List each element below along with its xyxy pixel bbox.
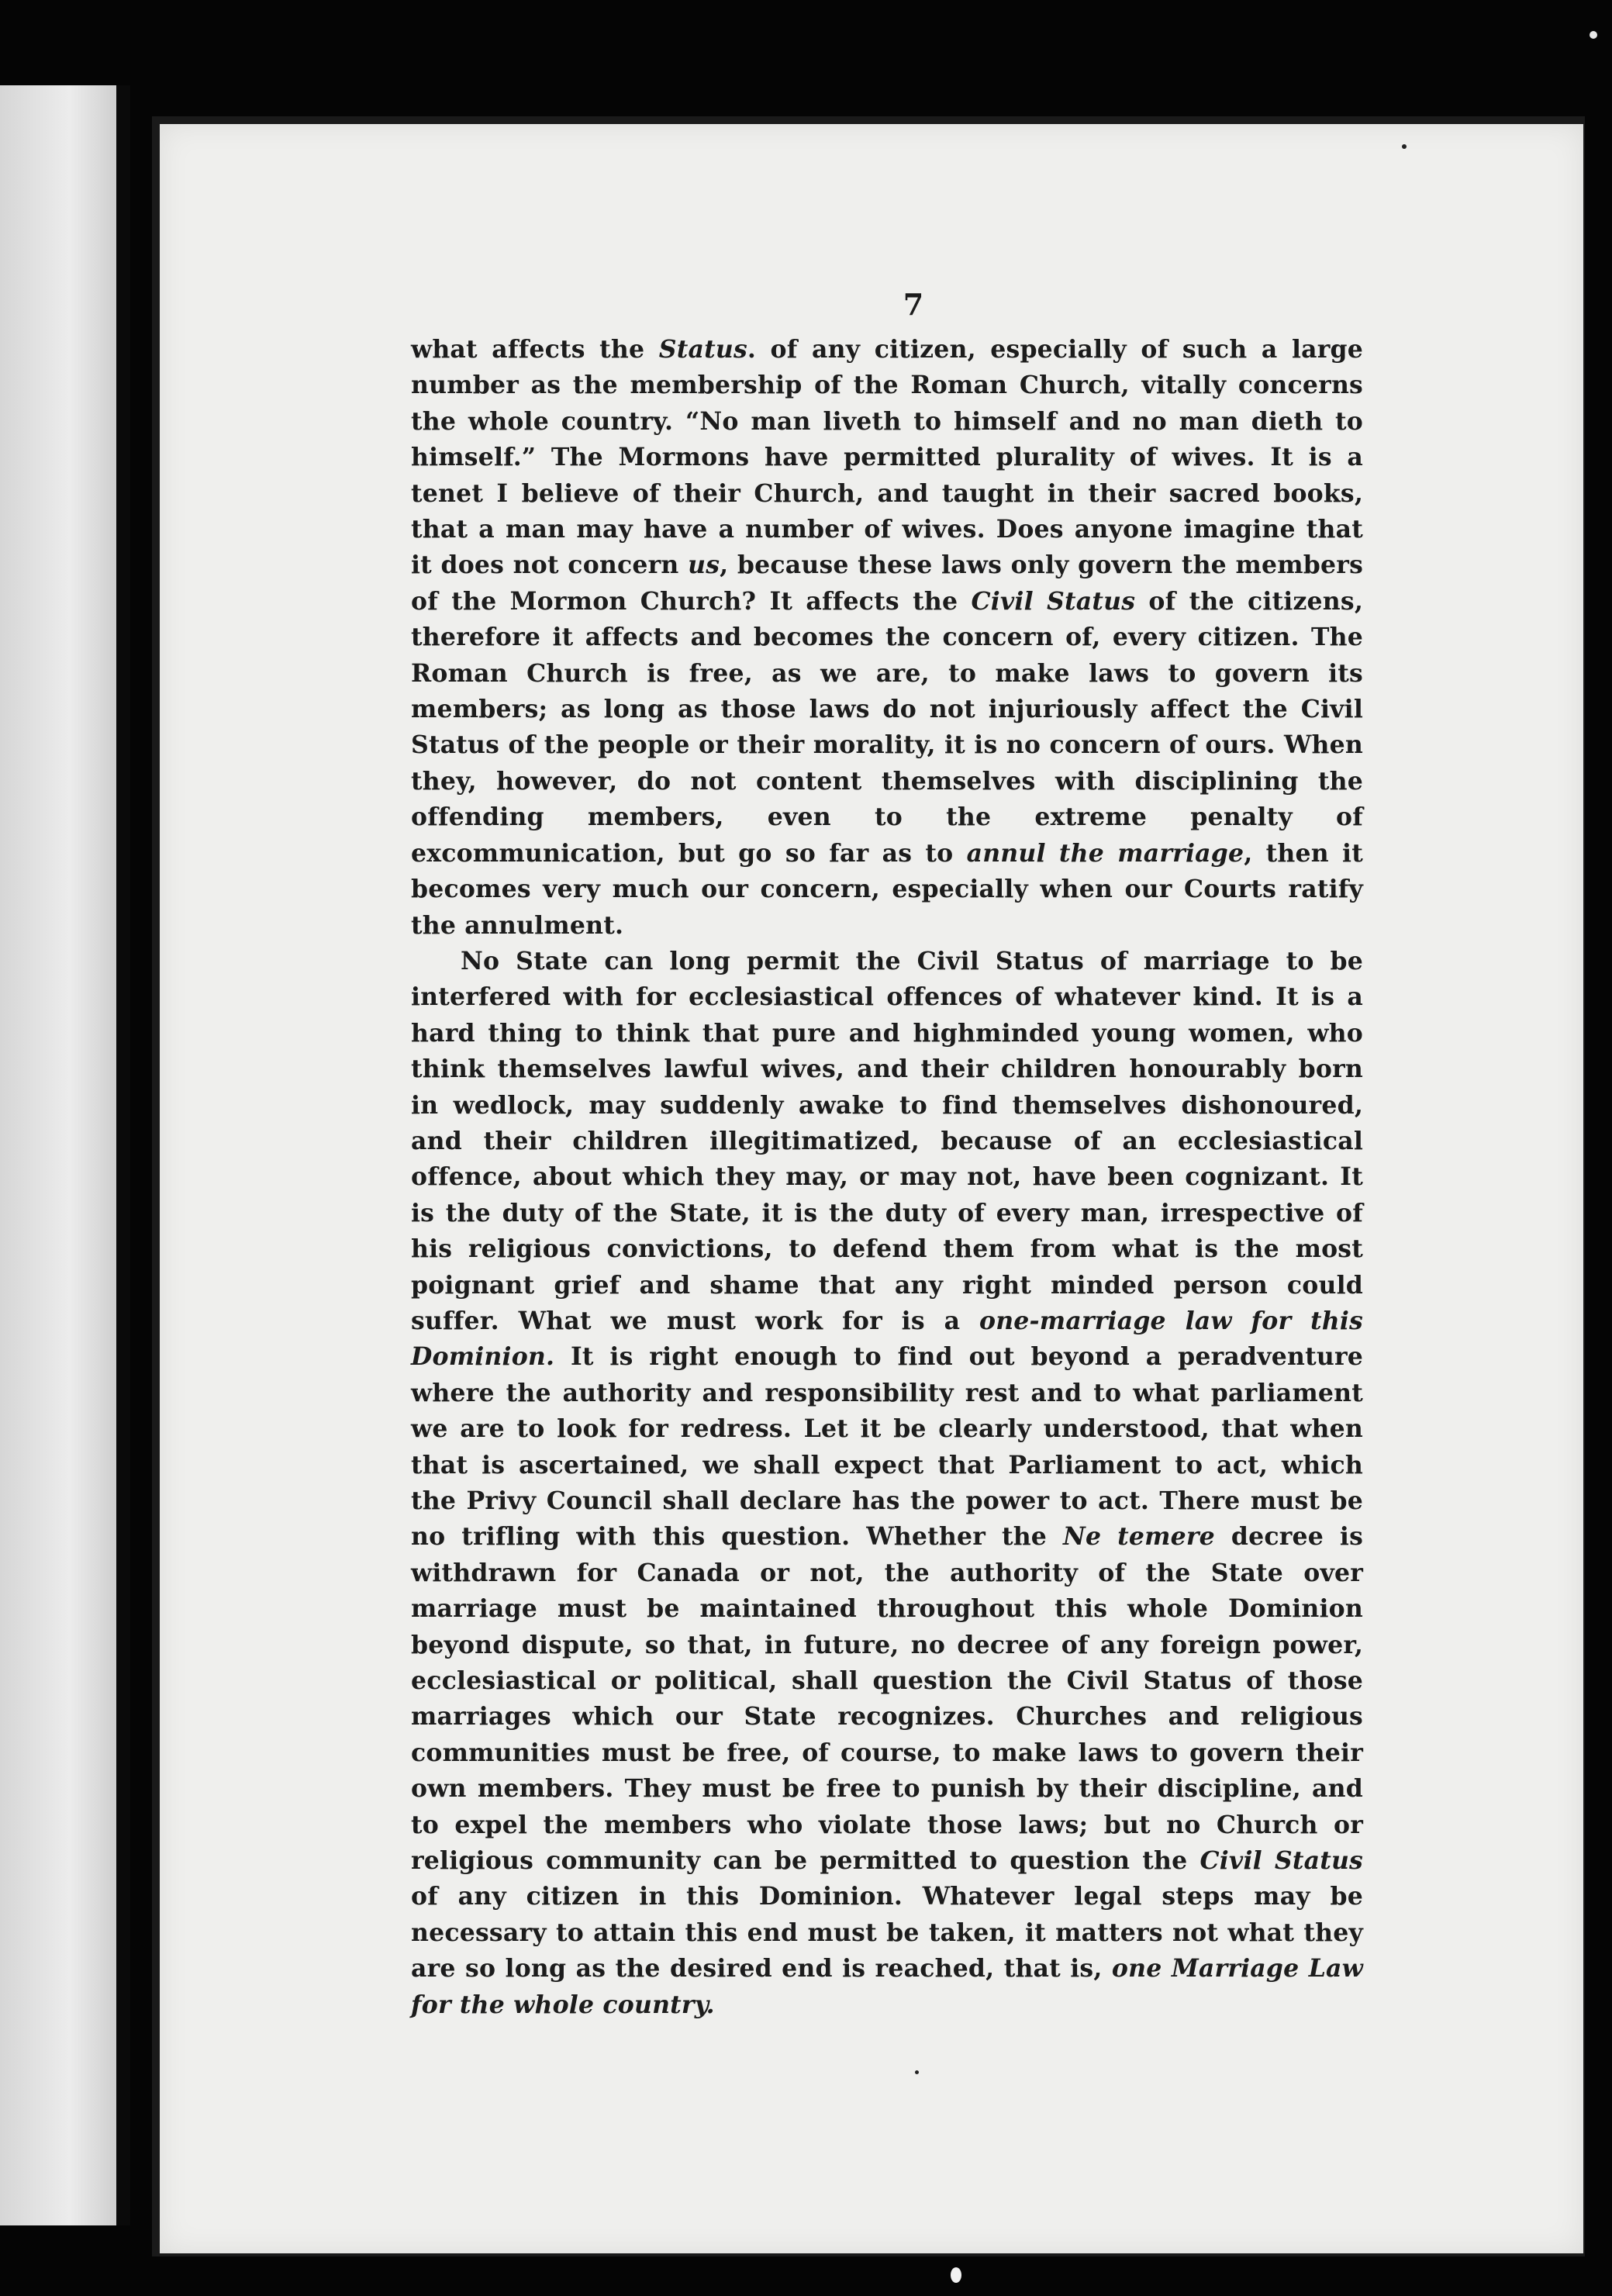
italic-text: Ne temere bbox=[1062, 1522, 1215, 1552]
italic-text: one Marriage Law for the whole country. bbox=[411, 1954, 1363, 2019]
text-run: , then it becomes very much our concern, especially when our Courts ratify the annulment. bbox=[411, 838, 1363, 940]
paragraph bbox=[411, 332, 1363, 944]
dust-speck bbox=[915, 2070, 919, 2074]
dust-speck bbox=[1590, 31, 1597, 39]
italic-text: us bbox=[688, 551, 720, 580]
body-text bbox=[411, 332, 1363, 2023]
italic-text: one-marriage law for this Dominion. bbox=[411, 1306, 1363, 1372]
text-run: of any citizen in this Dominion. Whatever legal steps may be necessary to attain this end must be taken, it matters not what they are so long as the desired end is reached, that is, bbox=[411, 1882, 1363, 1984]
previous-page-edge bbox=[0, 85, 116, 2225]
text-run: of the citizens, therefore it affects and becomes the concern of, every citizen. The Roman Church is free, as we are, to make laws to govern its members; as long as those laws do not injuriously affect the Civil Status of the people or their morality, it is no concern of ours. When they, however, do not content themselves with disciplining the offending members, even to the extreme penalty of excommunication, but go so far as to bbox=[411, 586, 1363, 868]
text-run: , because these laws only govern the members of the Mormon Church? It affects the bbox=[411, 551, 1363, 616]
text-run: what affects the bbox=[411, 335, 659, 364]
italic-text: Civil Status bbox=[971, 586, 1136, 616]
italic-text: Status bbox=[658, 335, 747, 364]
text-run: No State can long permit the Civil Status of marriage to be interfered with for ecclesiastical offences of whatever kind. It is a hard thing to think that pure and highminded young women, who think themselves lawful wives, and their children honourably born in wedlock, may suddenly awake to find themselves dishonoured, and their children illegitimatized, because of an ecclesiastical offence, about which they may, or may not, have been cognizant. It is the duty of the State, it is the duty of every man, irrespective of his religious convictions, to defend them from what is the most poignant grief and shame that any right minded person could suffer. What we must work for is a bbox=[411, 946, 1363, 1335]
dust-speck bbox=[951, 2267, 961, 2283]
page-number: 7 bbox=[903, 287, 924, 322]
text-run: decree is withdrawn for Canada or not, the authority of the State over marriage must be maintained throughout this whole Dominion beyond dispute, so that, in future, no decree of any foreign power, ecclesiastical or political, shall question the Civil Status of those marriages which our State recognizes. Churches and religious communities must be free, of course, to make laws to govern their own members. They must be free to punish by their discipline, and to expel the members who violate those laws; but no Church or religious community can be permitted to question the bbox=[411, 1522, 1364, 1876]
paragraph bbox=[411, 944, 1363, 2023]
italic-text: annul the marriage bbox=[966, 838, 1244, 868]
dust-speck bbox=[1402, 144, 1407, 149]
text-run: It is right enough to find out beyond a peradventure where the authority and responsibility rest and to what parliament we are to look for redress. Let it be clearly understood, that when that is ascertained, we shall expect that Parliament to act, which the Privy Council shall declare has the power to act. There must be no trifling with this question. Whether the bbox=[411, 1342, 1363, 1552]
italic-text: Civil Status bbox=[1200, 1846, 1363, 1876]
text-run: . of any citizen, especially of such a large number as the membership of the Roman Church, vitally concerns the whole country. “No man liveth to himself and no man dieth to himself.” The Mormons have permitted plurality of wives. It is a tenet I believe of their Church, and taught in their sacred books, that a man may have a number of wives. Does anyone imagine that it does not concern bbox=[411, 335, 1364, 580]
